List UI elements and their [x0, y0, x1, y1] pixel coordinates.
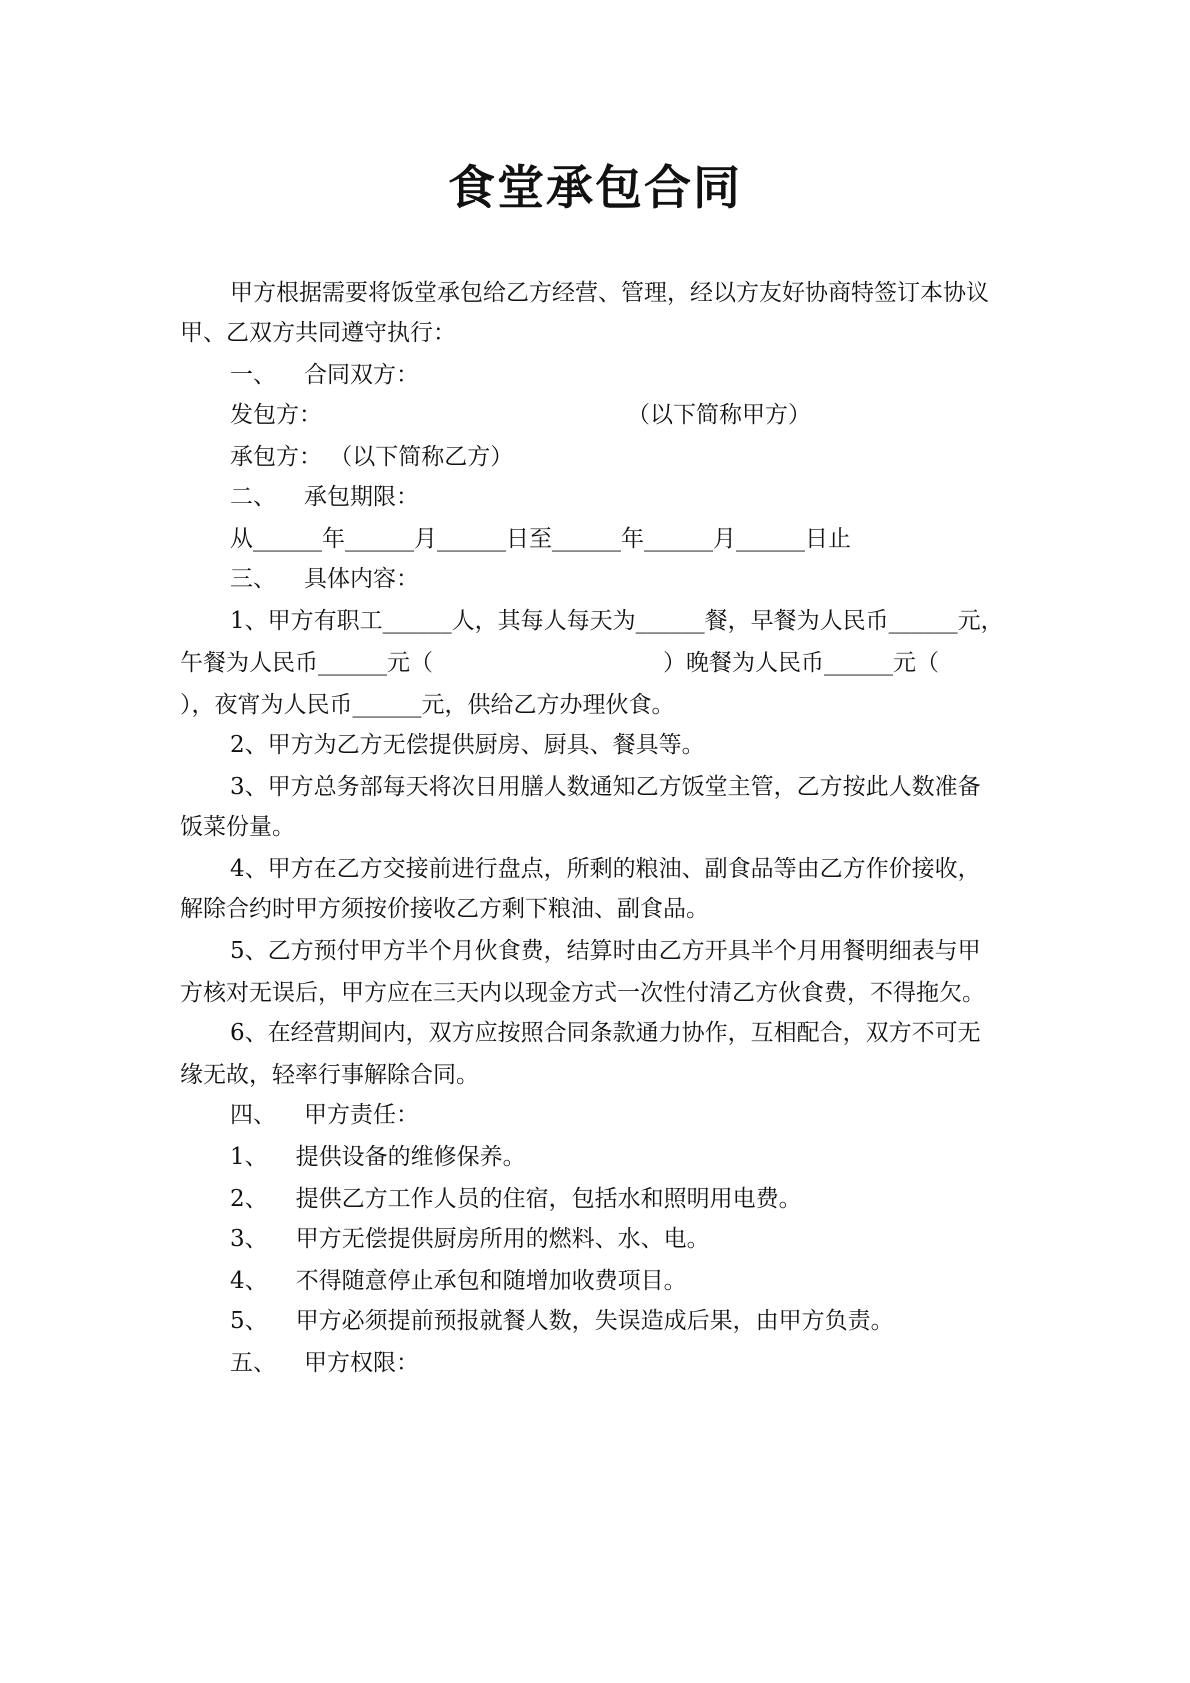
item-number: 4、	[230, 1268, 268, 1294]
responsibility-5	[230, 1306, 894, 1336]
term-line: 从______年______月______日至______年______月______日止	[230, 526, 851, 552]
intro-line-1: 甲方根据需要将饭堂承包给乙方经营、管理，经以方友好协商特签订本协议	[230, 280, 989, 306]
section-title: 承包期限：	[304, 484, 419, 510]
item-text: 提供乙方工作人员的住宿，包括水和照明用电费。	[295, 1186, 802, 1212]
item-number: 2、	[230, 1186, 268, 1212]
section-title: 甲方责任：	[304, 1102, 419, 1128]
section-1-heading	[230, 360, 419, 390]
section-title: 甲方权限：	[304, 1350, 419, 1376]
clause-5-line-1: 5、乙方预付甲方半个月伙食费，结算时由乙方开具半个月用餐明细表与甲	[230, 938, 981, 964]
item-text: 甲方必须提前预报就餐人数，失误造成后果，由甲方负责。	[295, 1308, 894, 1334]
clause-4-line-2: 解除合约时甲方须按价接收乙方剩下粮油、副食品。	[180, 896, 709, 922]
section-title: 具体内容：	[304, 566, 419, 592]
item-number: 1、	[230, 1144, 268, 1170]
section-2-heading	[230, 482, 419, 512]
lunch-price: 午餐为人民币______元（	[180, 650, 433, 676]
clause-1-line-3: ），夜宵为人民币______元，供给乙方办理伙食。	[180, 692, 675, 718]
clause-1-line-2	[180, 648, 939, 678]
item-text: 甲方无偿提供厨房所用的燃料、水、电。	[295, 1226, 710, 1252]
responsibility-3	[230, 1224, 710, 1254]
intro-line-2: 甲、乙双方共同遵守执行：	[180, 320, 456, 346]
item-text: 提供设备的维修保养。	[295, 1144, 526, 1170]
contractor-line: 承包方： （以下简称乙方）	[230, 444, 514, 470]
section-number: 三、	[230, 566, 276, 592]
responsibility-2	[230, 1184, 802, 1214]
responsibility-1	[230, 1142, 526, 1172]
section-5-heading	[230, 1348, 419, 1378]
clause-4-line-1: 4、甲方在乙方交接前进行盘点，所剩的粮油、副食品等由乙方作价接收，	[230, 856, 981, 882]
issuer-line	[230, 400, 811, 430]
clause-2: 2、甲方为乙方无偿提供厨房、厨具、餐具等。	[230, 732, 705, 758]
clause-6-line-1: 6、在经营期间内，双方应按照合同条款通力协作，互相配合，双方不可无	[230, 1020, 981, 1046]
clause-3-line-1: 3、甲方总务部每天将次日用膳人数通知乙方饭堂主管，乙方按此人数准备	[230, 774, 981, 800]
clause-1-line-1: 1、甲方有职工______人，其每人每天为______餐，早餐为人民币______元，	[230, 608, 1004, 634]
section-title: 合同双方：	[304, 362, 419, 388]
clause-6-line-2: 缘无故，轻率行事解除合同。	[180, 1062, 479, 1088]
item-text: 不得随意停止承包和随增加收费项目。	[295, 1268, 687, 1294]
dinner-price: ）晚餐为人民币______元（	[663, 650, 939, 676]
document-title: 食堂承包合同	[448, 161, 742, 216]
section-number: 二、	[230, 484, 276, 510]
issuer-alias: （以下简称甲方）	[627, 402, 811, 428]
responsibility-4	[230, 1266, 687, 1296]
section-number: 四、	[230, 1102, 276, 1128]
section-3-heading	[230, 564, 419, 594]
clause-5-line-2: 方核对无误后，甲方应在三天内以现金方式一次性付清乙方伙食费，不得拖欠。	[180, 980, 985, 1006]
issuer-label: 发包方：	[230, 402, 322, 428]
item-number: 5、	[230, 1308, 268, 1334]
section-4-heading	[230, 1100, 419, 1130]
clause-3-line-2: 饭菜份量。	[180, 814, 295, 840]
section-number: 五、	[230, 1350, 276, 1376]
item-number: 3、	[230, 1226, 268, 1252]
section-number: 一、	[230, 362, 276, 388]
